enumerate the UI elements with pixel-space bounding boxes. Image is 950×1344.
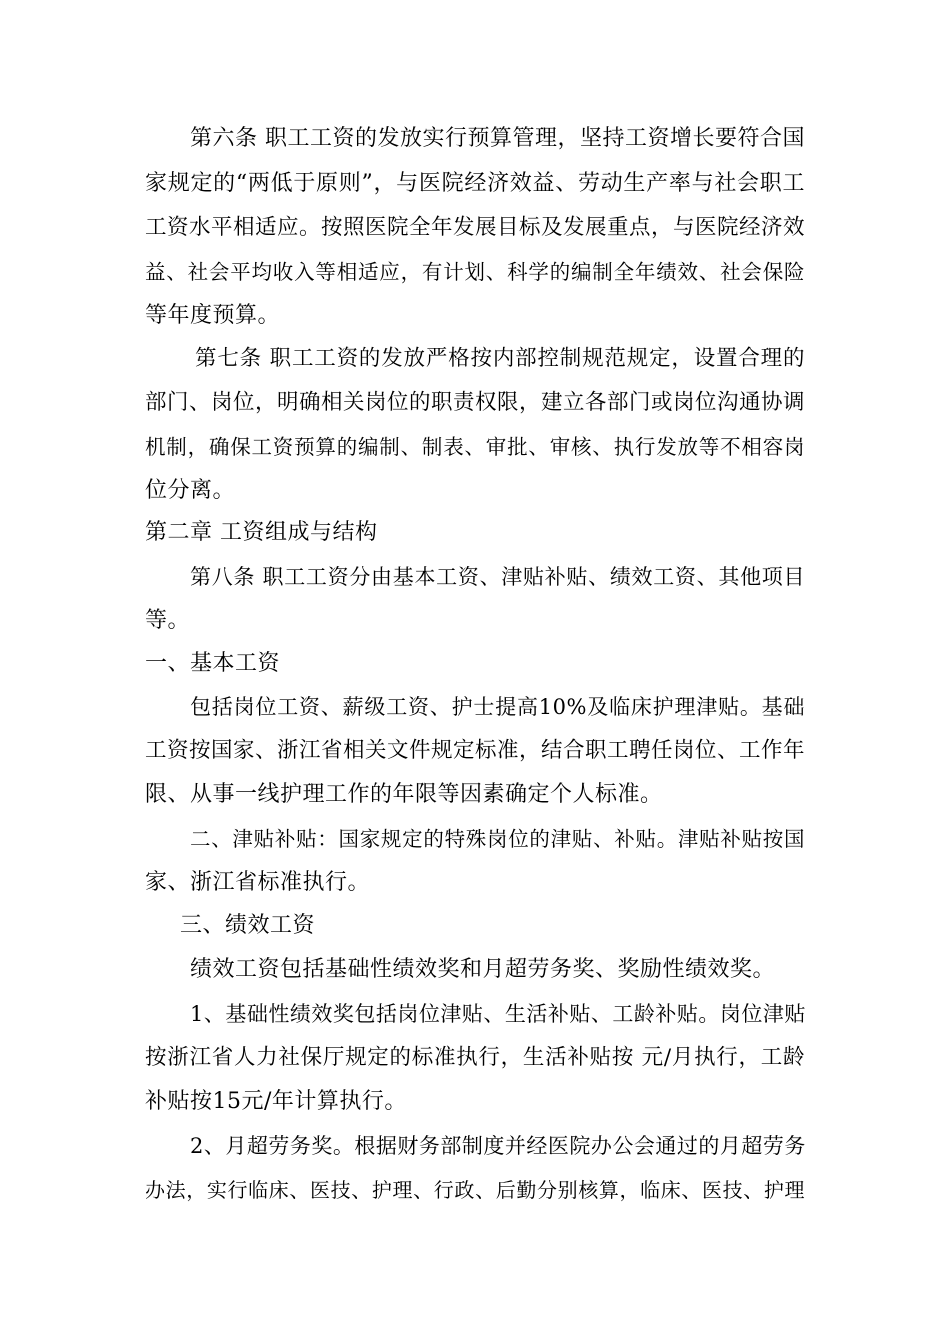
text-line: 部门、岗位，明确相关岗位的职责权限，建立各部门或岗位沟通协调 [145, 390, 806, 415]
text-line: 等。 [145, 608, 191, 633]
text-line: 家规定的“两低于原则”，与医院经济效益、劳动生产率与社会职工 [145, 171, 805, 196]
text-line: 1、基础性绩效奖包括岗位津贴、生活补贴、工龄补贴。岗位津贴 [190, 1002, 806, 1026]
text-line: 绩效工资包括基础性绩效奖和月超劳务奖、奖励性绩效奖。 [190, 957, 776, 982]
text-line: 一、基本工资 [145, 651, 281, 676]
text-line: 益、社会平均收入等相适应，有计划、科学的编制全年绩效、社会保险 [145, 260, 805, 284]
text-line: 机制，确保工资预算的编制、制表、审批、审核、执行发放等不相容岗 [145, 435, 805, 459]
text-line: 三、绩效工资 [180, 913, 316, 938]
text-line: 补贴按15元/年计算执行。 [145, 1089, 407, 1114]
text-line: 等年度预算。 [145, 303, 281, 328]
text-line: 包括岗位工资、薪级工资、护士提高10%及临床护理津贴。基础 [190, 695, 805, 719]
text-line: 二、津贴补贴：国家规定的特殊岗位的津贴、补贴。津贴补贴按国 [190, 827, 805, 851]
text-line: 家、浙江省标准执行。 [145, 870, 371, 895]
text-line: 工资按国家、浙江省相关文件规定标准，结合职工聘任岗位、工作年 [145, 738, 806, 763]
text-line: 第二章 工资组成与结构 [145, 520, 378, 545]
text-line: 按浙江省人力社保厅规定的标准执行，生活补贴按 元/月执行，工龄 [145, 1045, 805, 1070]
text-line: 办法，实行临床、医技、护理、行政、后勤分别核算，临床、医技、护理 [145, 1178, 805, 1202]
text-line: 第八条 职工工资分由基本工资、津贴补贴、绩效工资、其他项目 [190, 565, 805, 589]
text-line: 第六条 职工工资的发放实行预算管理，坚持工资增长要符合国 [190, 126, 805, 151]
text-line: 第七条 职工工资的发放严格按内部控制规范规定，设置合理的 [195, 346, 805, 371]
text-line: 位分离。 [145, 478, 236, 503]
text-line: 工资水平相适应。按照医院全年发展目标及发展重点，与医院经济效 [145, 215, 806, 240]
text-line: 2、月超劳务奖。根据财务部制度并经医院办公会通过的月超劳务 [190, 1134, 806, 1158]
text-line: 限、从事一线护理工作的年限等因素确定个人标准。 [145, 782, 663, 807]
